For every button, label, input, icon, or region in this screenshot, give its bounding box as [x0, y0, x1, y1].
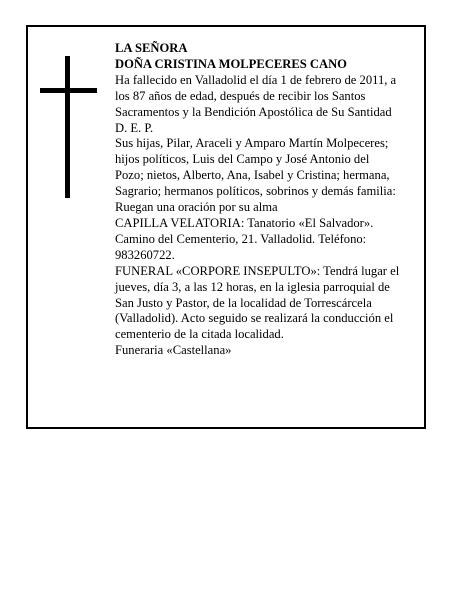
- death-announcement-line-3: Sacramentos y la Bendición Apostólica de Su Santidad: [115, 104, 392, 119]
- family-line-2: hijos políticos, Luis del Campo y José Antonio del: [115, 152, 370, 167]
- prayer-request-line: Ruegan una oración por su alma: [115, 200, 278, 215]
- cross-vertical-bar: [65, 56, 70, 198]
- funeral-line-1: FUNERAL «CORPORE INSEPULTO»: Tendrá lugar el: [115, 263, 400, 278]
- chapel-line-2: Camino del Cementerio, 21. Valladolid. Teléfono:: [115, 231, 367, 246]
- funeral-home-line: Funeraria «Castellana»: [115, 343, 232, 358]
- rip-line: D. E. P.: [115, 120, 154, 135]
- chapel-phone-line: 983260722.: [115, 247, 175, 262]
- notice-heading: LA SEÑORA: [115, 41, 188, 55]
- death-announcement-line-1: Ha fallecido en Valladolid el día 1 de febrero de 2011, a: [115, 72, 397, 87]
- latin-cross-icon: [40, 56, 97, 198]
- funeral-line-3: San Justo y Pastor, de la localidad de Torrescárcela: [115, 295, 372, 310]
- funeral-line-5: cementerio de la citada localidad.: [115, 327, 284, 342]
- funeral-line-2: jueves, día 3, a las 12 horas, en la iglesia parroquial de: [115, 279, 390, 294]
- funeral-line-4: (Valladolid). Acto seguido se realizará la conducción el: [115, 311, 394, 326]
- family-line-1: Sus hijas, Pilar, Araceli y Amparo Martín Molpeceres;: [115, 136, 389, 151]
- deceased-name: DOÑA CRISTINA MOLPECERES CANO: [115, 56, 347, 71]
- death-announcement-line-2: los 87 años de edad, después de recibir los Santos: [115, 88, 366, 103]
- notice-text: [115, 41, 423, 359]
- family-line-4: Sagrario; hermanos políticos, sobrinos y demás familia:: [115, 184, 396, 199]
- chapel-line-1: CAPILLA VELATORIA: Tanatorio «El Salvador».: [115, 215, 374, 230]
- cross-horizontal-bar: [40, 88, 97, 93]
- obituary-notice: [26, 25, 426, 429]
- family-line-3: Pozo; nietos, Alberto, Ana, Isabel y Cristina; hermana,: [115, 168, 390, 183]
